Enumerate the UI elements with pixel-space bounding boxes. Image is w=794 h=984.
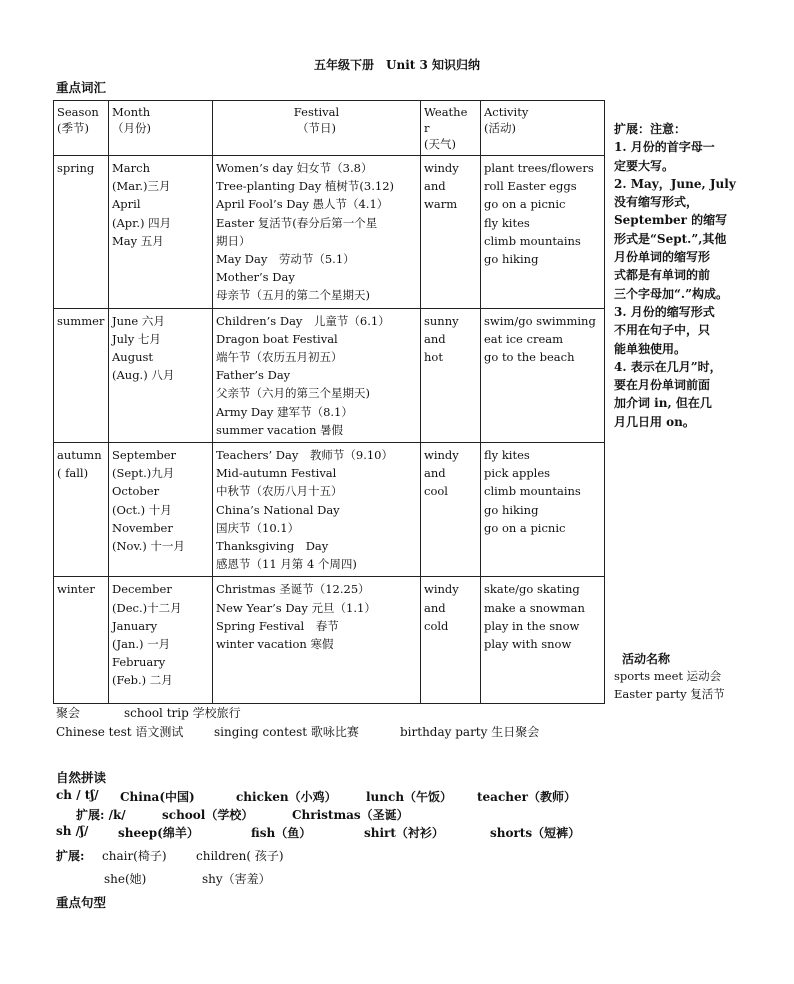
festival-cell: Christmas 圣诞节（12.25） New Year’s Day 元旦（1.1） Spring Festival 春节 winter vacation 寒假 <box>213 577 421 704</box>
notes-heading: 扩展：注意： <box>614 122 687 136</box>
header-weather: Weathe r (天气) <box>421 101 481 156</box>
extension-notes <box>614 120 740 431</box>
note-line: 1. 月份的首字母一 <box>614 140 715 155</box>
phonics-label: sh /ʃ/ <box>56 824 89 838</box>
header-season: Season (季节) <box>54 101 109 156</box>
header-festival: Festival （节日) <box>213 101 421 156</box>
activity-cell: plant trees/flowers roll Easter eggs go on a picnic fly kites climb mountains go hiking <box>481 156 605 309</box>
phonics-word: fish（鱼） <box>251 826 312 840</box>
weather-cell: windy and cool <box>421 443 481 577</box>
phonics-word: teacher（教师） <box>477 790 576 804</box>
note-line: 能单独使用。 <box>614 341 687 356</box>
note-line: 月几日用 on。 <box>614 414 695 429</box>
vocab-heading: 重点词汇 <box>56 80 107 95</box>
note-line: 三个字母加“.”构成。 <box>614 286 728 301</box>
season-cell: autumn ( fall) <box>54 443 109 577</box>
page-title: 五年级下册 Unit 3 知识归纳 <box>314 58 480 72</box>
header-month: Month （月份) <box>109 101 213 156</box>
sentence-heading: 重点句型 <box>56 895 107 910</box>
extra-vocab: 聚会 <box>56 706 81 720</box>
phonics-word: chicken（小鸡） <box>236 790 337 804</box>
header-activity: Activity (活动) <box>481 101 605 156</box>
activity-name-item: sports meet 运动会 <box>614 669 722 683</box>
note-line: 定要大写。 <box>614 158 675 173</box>
note-line: 不用在句子中，只 <box>614 323 711 338</box>
month-cell: December (Dec.)十二月 January (Jan.) 一月 February (Feb.) 二月 <box>109 577 213 704</box>
phonics-heading: 自然拼读 <box>56 770 107 785</box>
vocab-table <box>53 100 605 704</box>
festival-cell: Children’s Day 儿童节（6.1） Dragon boat Festival 端午节（农历五月初五） Father’s Day 父亲节（六月的第三个星期天) Army Day 建军节（8.1） summer vacation 暑假 <box>213 308 421 442</box>
weather-cell: sunny and hot <box>421 308 481 442</box>
month-cell: March (Mar.)三月 April (Apr.) 四月 May 五月 <box>109 156 213 309</box>
phonics-word: sheep(绵羊） <box>118 826 199 840</box>
extra-vocab: singing contest 歌咏比赛 <box>214 725 359 739</box>
extra-vocab: Chinese test 语文测试 <box>56 725 184 739</box>
extra-vocab: school trip 学校旅行 <box>124 706 241 720</box>
note-line: 加介词 in, 但在几 <box>614 396 712 411</box>
activity-cell: swim/go swimming eat ice cream go to the beach <box>481 308 605 442</box>
table-header-row <box>54 101 605 156</box>
table-row <box>54 308 605 442</box>
note-line: September 的缩写 <box>614 213 728 228</box>
phonics-label: 扩展: <box>56 849 85 863</box>
month-cell: June 六月 July 七月 August (Aug.) 八月 <box>109 308 213 442</box>
season-cell: summer <box>54 308 109 442</box>
phonics-word: chair(椅子) <box>102 849 167 863</box>
table-row <box>54 443 605 577</box>
note-line: 3. 月份的缩写形式 <box>614 304 715 319</box>
note-line: 4. 表示在几月”时， <box>614 359 722 374</box>
phonics-word: lunch（午饭） <box>366 790 453 804</box>
weather-cell: windy and cold <box>421 577 481 704</box>
note-line: 式都是有单词的前 <box>614 268 711 283</box>
weather-cell: windy and warm <box>421 156 481 309</box>
phonics-word: Christmas（圣诞） <box>292 808 409 822</box>
phonics-word: shy（害羞） <box>202 872 271 886</box>
activity-names-title: 活动名称 <box>622 652 671 666</box>
table-row <box>54 156 605 309</box>
phonics-label: ch / tʃ/ <box>56 788 99 802</box>
month-cell: September (Sept.)九月 October (Oct.) 十月 November (Nov.) 十一月 <box>109 443 213 577</box>
activity-name-item: Easter party 复活节 <box>614 687 725 701</box>
festival-cell: Women’s day 妇女节（3.8） Tree-planting Day 植树节(3.12) April Fool’s Day 愚人节（4.1） Easter 复活节(春分后第一个星 期日） May Day 劳动节（5.1） Mother’s Day 母亲节（五月的第二个星期天) <box>213 156 421 309</box>
note-line: 月份单词的缩写形 <box>614 250 711 265</box>
note-line: 没有缩写形式， <box>614 195 699 210</box>
season-cell: spring <box>54 156 109 309</box>
phonics-label: 扩展: /k/ <box>76 808 126 822</box>
note-line: 形式是“Sept.”,其他 <box>614 231 727 246</box>
season-cell: winter <box>54 577 109 704</box>
phonics-word: shorts（短裤） <box>490 826 581 840</box>
note-line: 2. May，June, July <box>614 176 736 191</box>
activity-cell: fly kites pick apples climb mountains go hiking go on a picnic <box>481 443 605 577</box>
phonics-word: children( 孩子) <box>196 849 284 863</box>
phonics-word: shirt（衬衫） <box>364 826 444 840</box>
note-line: 要在月份单词前面 <box>614 378 711 393</box>
festival-cell: Teachers’ Day 教师节（9.10） Mid-autumn Festival 中秋节（农历八月十五） China’s National Day 国庆节（10.1） Thanksgiving Day 感恩节（11 月第 4 个周四) <box>213 443 421 577</box>
phonics-word: school（学校） <box>162 808 254 822</box>
activity-cell: skate/go skating make a snowman play in the snow play with snow <box>481 577 605 704</box>
table-row <box>54 577 605 704</box>
phonics-word: she(她) <box>104 872 147 886</box>
extra-vocab: birthday party 生日聚会 <box>400 725 540 739</box>
phonics-word: China(中国) <box>120 790 195 804</box>
